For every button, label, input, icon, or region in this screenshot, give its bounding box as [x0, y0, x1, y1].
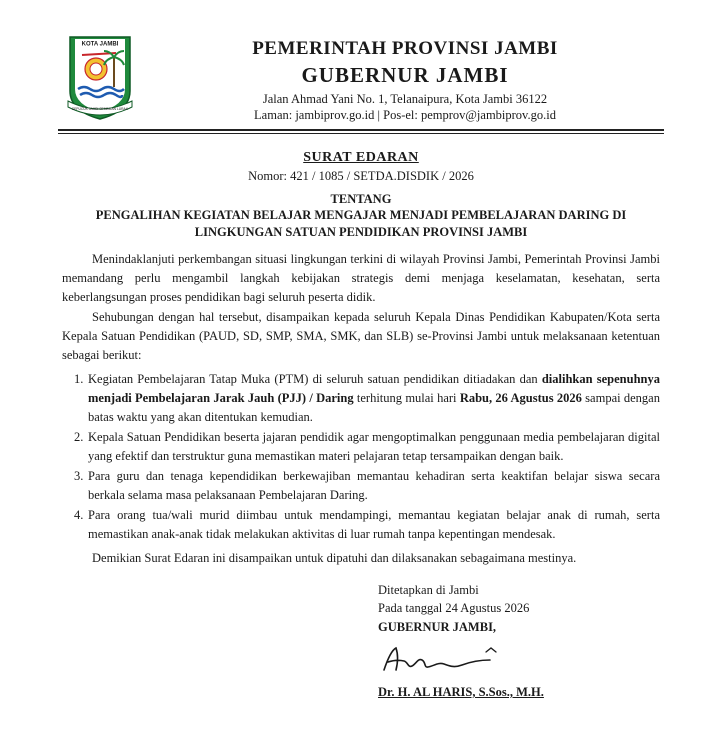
list-item-text: Para guru dan tenaga kependidikan berkewajiban memantau kehadiran serta keaktifan belajar siswa secara berkala selama masa pelaksanaan Pembelajaran Daring. [88, 469, 660, 502]
logo-text: KOTA JAMBI [81, 41, 119, 48]
opening-paragraph: Menindaklanjuti perkembangan situasi lingkungan terkini di wilayah Provinsi Jambi, Pemerintah Provinsi Jambi memandang perlu mengambil langkah kebijakan strategis demi menjaga keselamatan, kesehatan, serta keberlangsungan proses pendidikan bagi seluruh peserta didik. [62, 252, 660, 304]
item-text-part: terhitung mulai hari [353, 391, 460, 405]
office-contact: Laman: jambiprov.go.id | Pos-el: pemprov@jambiprov.go.id [254, 108, 556, 122]
subject-line-1: PENGALIHAN KEGIATAN BELAJAR MENGAJAR MENJADI PEMBELAJARAN DARING DI [95, 208, 627, 222]
document-subject [70, 207, 652, 241]
subject-line-2: LINGKUNGAN SATUAN PENDIDIKAN PROVINSI JAMBI [194, 225, 528, 239]
list-item-text: Para orang tua/wali murid diimbau untuk mendampingi, memantau kegiatan belajar anak di rumah, serta memastikan anak-anak tidak melakukan aktivitas di luar rumah tanpa kepentingan mendesak. [88, 508, 660, 541]
list-item-number: 1. [74, 372, 84, 386]
signature-date: Pada tanggal 24 Agustus 2026 [378, 601, 530, 615]
document-type: SURAT EDARAN [303, 150, 419, 165]
government-title: PEMERINTAH PROVINSI JAMBI [252, 38, 558, 59]
about-label: TENTANG [330, 192, 392, 206]
list-item-number: 4. [74, 508, 84, 522]
list-item-number: 3. [74, 469, 84, 483]
governor-title: GUBERNUR JAMBI [301, 63, 509, 87]
item-text-part: sampai dengan batas waktu yang akan ditentukan kemudian. [88, 391, 660, 424]
directive-paragraph: Sehubungan dengan hal tersebut, disampaikan kepada seluruh Kepala Dinas Pendidikan Kabupaten/Kota serta Kepala Satuan Pendidikan (PAUD, SD, SMP, SMA, SMK, dan SLB) se-Provinsi Jambi untuk melaksanaan ketentuan sebagai berikut: [62, 310, 660, 362]
logo-ribbon-text: SEPUCUK JAMBI SEMBILAN LURAH [71, 107, 129, 111]
closing-paragraph: Demikian Surat Edaran ini disampaikan untuk dipatuhi dan dilaksanakan sebagaimana mestinya. [92, 551, 577, 565]
list-item-number: 2. [74, 430, 84, 444]
item-text-part: Kegiatan Pembelajaran Tatap Muka (PTM) di seluruh satuan pendidikan ditiadakan dan [88, 372, 542, 386]
handwritten-signature [378, 640, 508, 678]
list-item-text: Kepala Satuan Pendidikan beserta jajaran pendidik agar mengoptimalkan penggunaan media pembelajaran digital yang efektif dan terstruktur guna memastikan materi pelajaran tetap tersampaikan dengan baik. [88, 430, 660, 463]
item-emphasis-start-date: Rabu, 26 Agustus 2026 [459, 391, 582, 405]
list-item-text [88, 370, 660, 427]
signature-place: Ditetapkan di Jambi [378, 583, 479, 597]
document-number: Nomor: 421 / 1085 / SETDA.DISDIK / 2026 [248, 169, 474, 183]
item-emphasis-online-learning: dialihkan sepenuhnya menjadi Pembelajaran Jarak Jauh (PJJ) / Daring [88, 372, 660, 405]
signatory-role: GUBERNUR JAMBI, [378, 620, 497, 634]
office-address: Jalan Ahmad Yani No. 1, Telanaipura, Kota Jambi 36122 [262, 92, 548, 106]
signatory-name: Dr. H. AL HARIS, S.Sos., M.H. [378, 685, 544, 699]
header-divider-thin [58, 133, 664, 134]
header-divider-thick [58, 129, 664, 131]
jambi-emblem-logo [66, 33, 134, 121]
